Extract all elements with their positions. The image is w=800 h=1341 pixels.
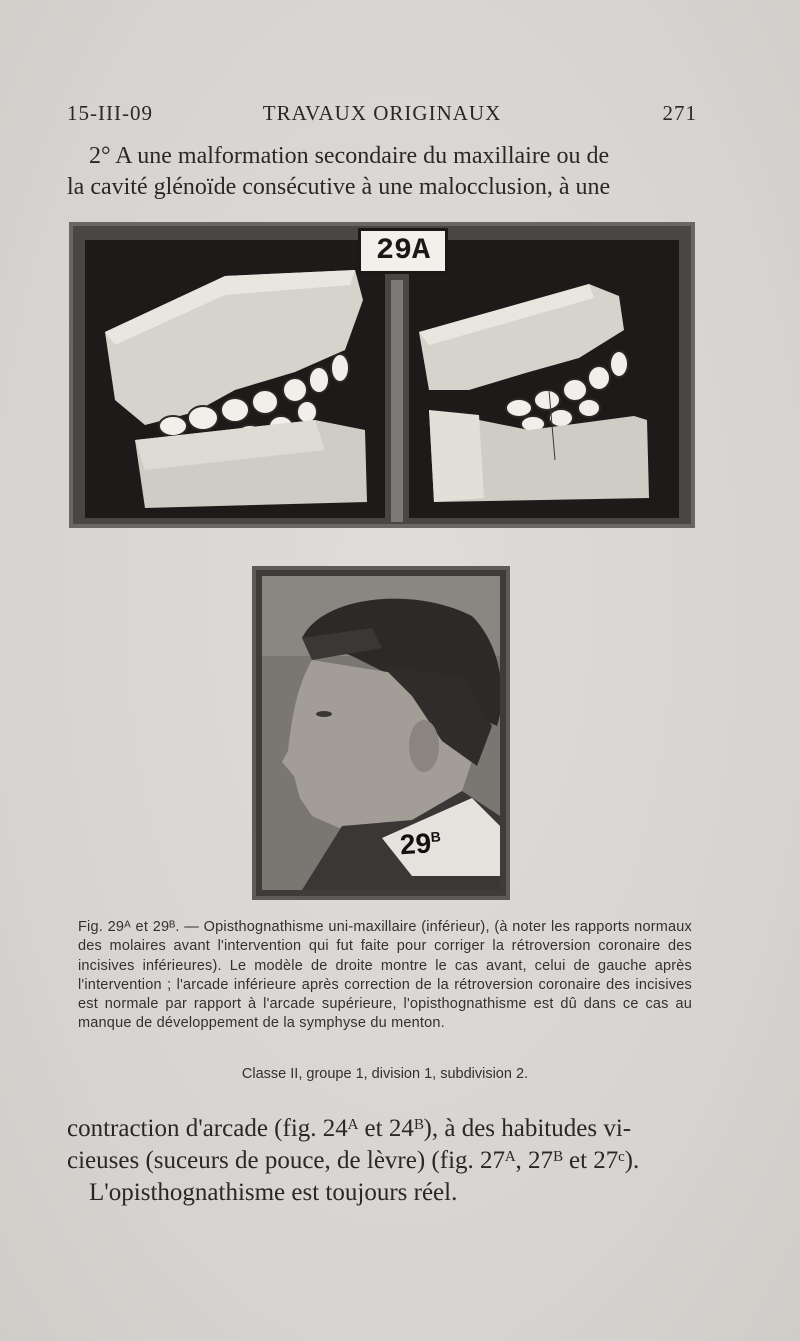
dental-cast-right-photo	[409, 240, 679, 518]
outro-paragraph	[67, 1113, 697, 1209]
page-number: 271	[662, 101, 697, 125]
intro-line-1: 2° A une malformation secondaire du maxillaire ou de	[89, 143, 610, 169]
figure-label-29b-number: 29	[398, 827, 433, 861]
figure-label-29b-sup: B	[430, 828, 442, 845]
outro-line-2: cieuses (suceurs de pouce, de lèvre) (fig. 27ᴬ, 27ᴮ et 27ᶜ).	[67, 1147, 640, 1174]
figure-29a-dental-casts	[69, 222, 695, 528]
outro-line-1: contraction d'arcade (fig. 24ᴬ et 24ᴮ), à des habitudes vi-	[67, 1115, 632, 1142]
figure-label-29b	[399, 827, 442, 862]
figure-caption: Fig. 29ᴬ et 29ᴮ. — Opisthognathisme uni-maxillaire (inférieur), (à noter les rapports normaux des molaires avant l'intervention qui fut faite pour corriger la rétroversion coronaire des incisives inférieures). Le modèle de droite montre le cas avant, celui de gauche après l'intervention ; l'arcade inférieure après correction de la rétroversion coronaire des incisives est normale par rapport à l'arcade supérieure, l'opisthognathisme est dû dans ce cas au manque de développement de la symphyse du menton.	[78, 919, 692, 1032]
figure-label-29a: 29A	[358, 228, 448, 274]
figure-divider	[391, 280, 403, 522]
dental-cast-left-photo	[85, 240, 385, 518]
portrait-photo	[262, 576, 500, 890]
header-title: TRAVAUX ORIGINAUX	[262, 101, 502, 125]
classification-line: Classe II, groupe 1, division 1, subdivision 2.	[241, 1066, 529, 1082]
figure-29b-profile-portrait	[252, 566, 510, 900]
header-date: 15-III-09	[67, 101, 153, 125]
outro-line-3: L'opisthognathisme est toujours réel.	[89, 1179, 458, 1206]
intro-paragraph	[67, 141, 697, 203]
intro-line-2: la cavité glénoïde consécutive à une malocclusion, à une	[67, 174, 611, 200]
running-header	[67, 101, 697, 129]
